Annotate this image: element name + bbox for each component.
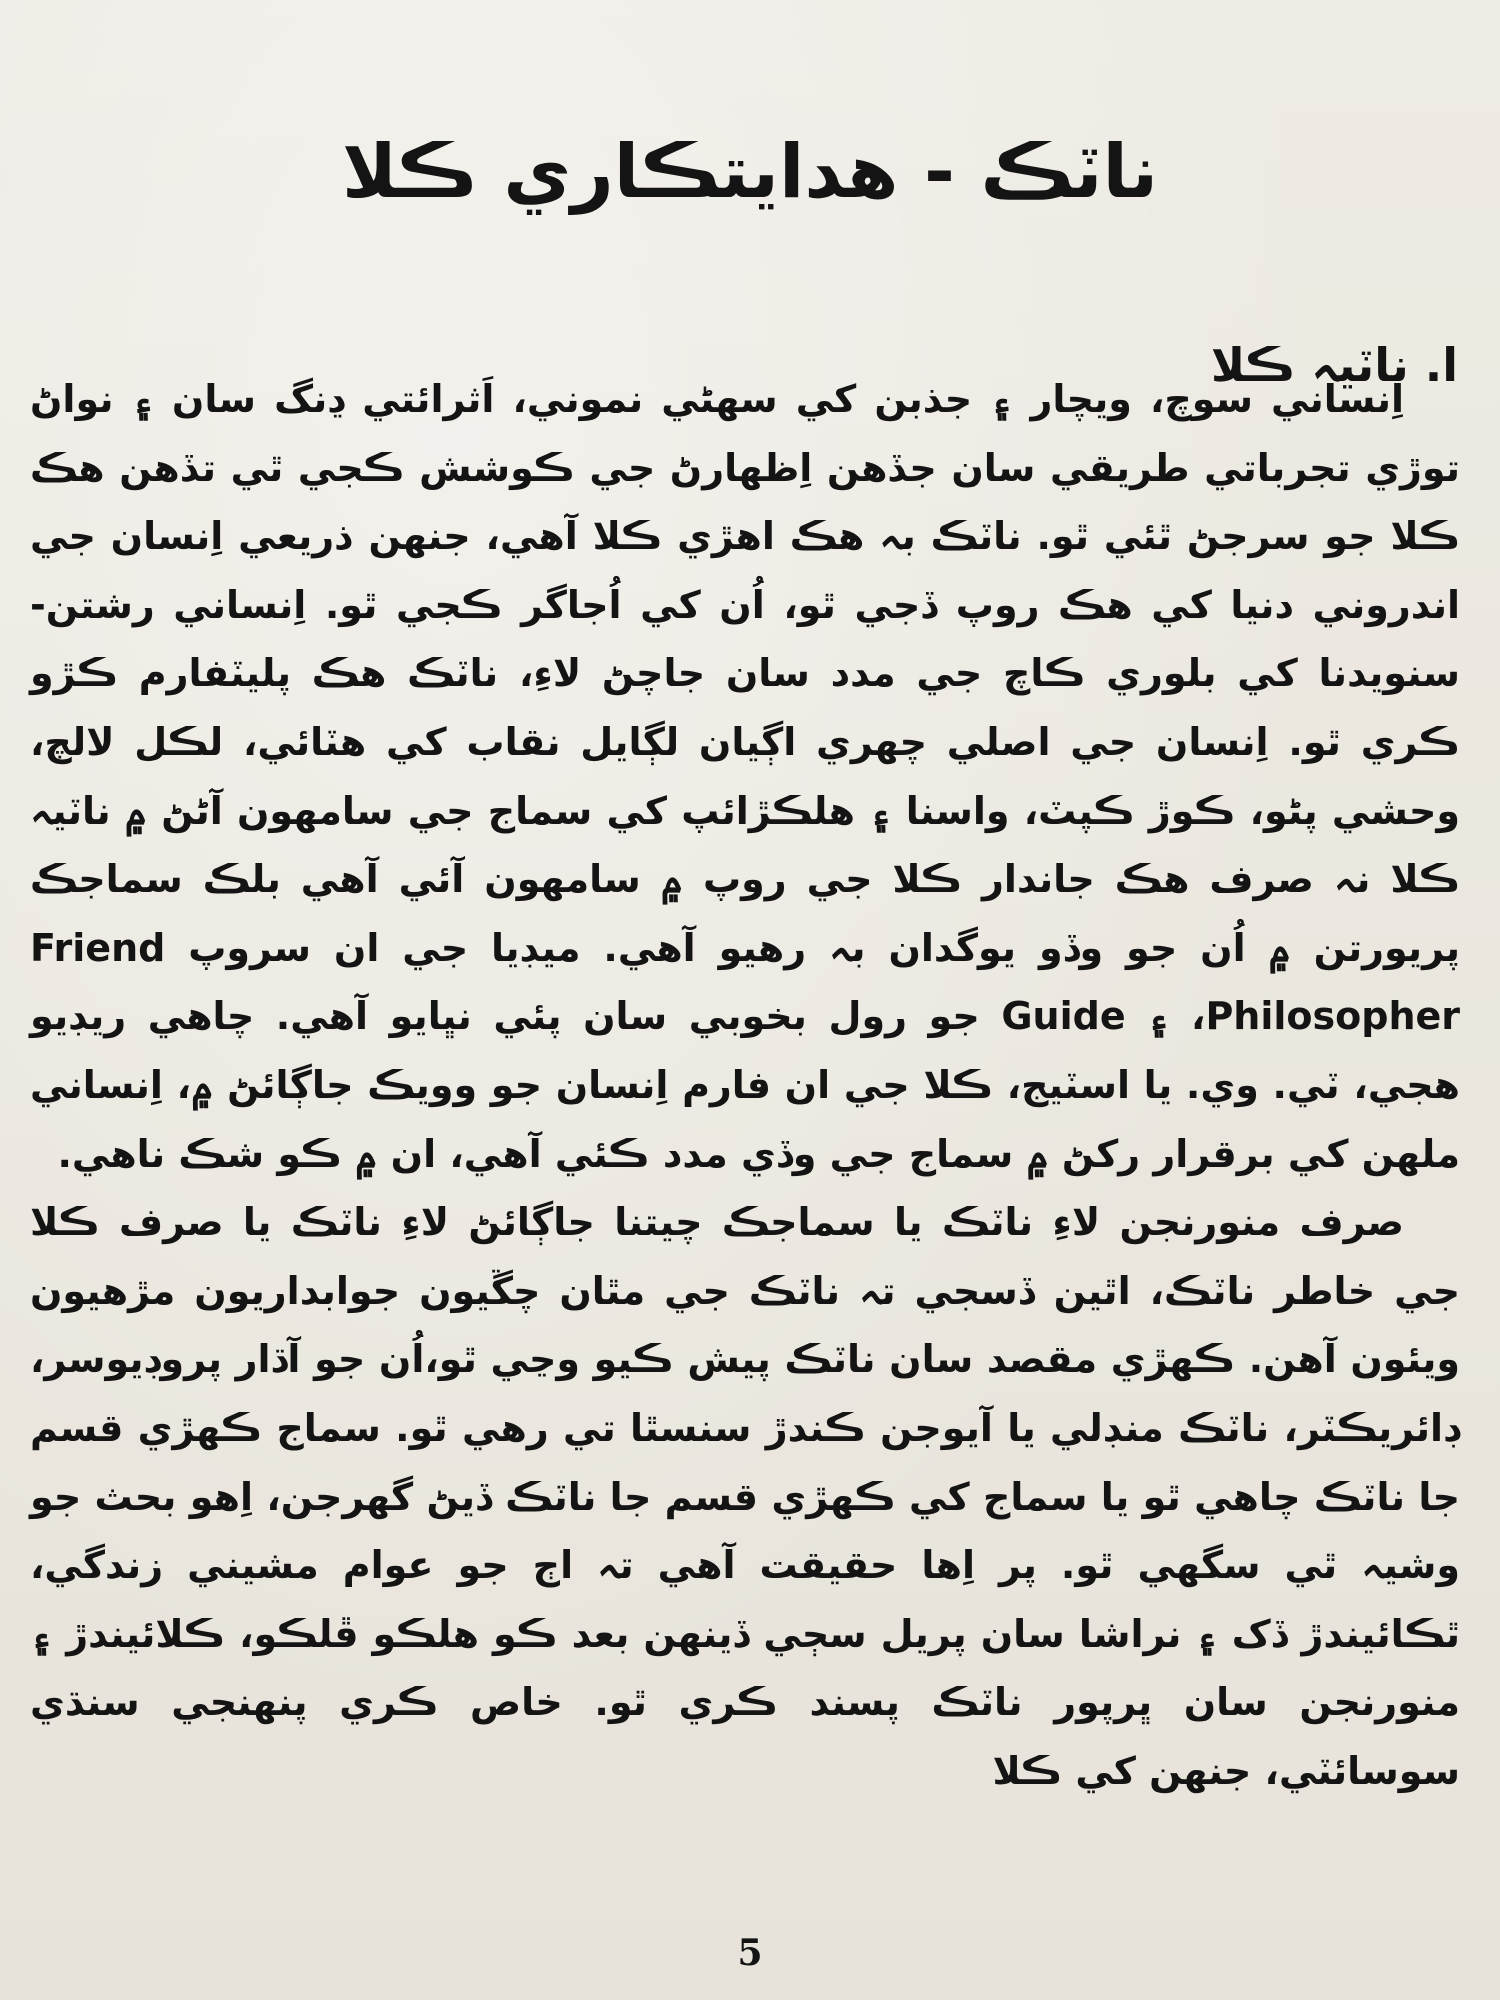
paragraph: صرف منورنجن لاءِ ناٽڪ يا سماجڪ چيتنا جاڳائڻ لاءِ ناٽڪ يا صرف ڪلا جي خاطر ناٽڪ، اٿين ڏسجي تہ ناٽڪ جي مٿان چڱيون جوابداريون مڙهيون ويئون آهن. ڪهڙي مقصد سان ناٽڪ پيش ڪيو وڃي ٿو،اُن جو آڌار پروڊيوسر، ڊائريڪٽر، ناٽڪ منڊلي يا آيوجن ڪندڙ سنسٿا تي رهي ٿو. سماج ڪهڙي قسم جا ناٽڪ چاهي ٿو يا سماج کي ڪهڙي قسم جا ناٽڪ ڏيڻ گهرجن، اِهو بحث جو وشيہ ٿي سگهي ٿو. پر اِها حقيقت آهي تہ اڄ جو عوام مشيني زندگي، ٿڪائيندڙ ڏک ۽ نراشا سان پريل سڄي ڏينهن بعد ڪو هلڪو ڦلڪو، ڪلائيندڙ ۽ منورنجن سان ڀرپور ناٽڪ پسند ڪري ٿو. خاص ڪري پنهنجي سنڌي سوسائٽي، جنهن کي ڪلا	[30, 1200, 1460, 1793]
section-heading: ا. ناٽيہ ڪلا	[1210, 338, 1458, 393]
body-text	[30, 365, 1460, 1805]
page-number: 5	[737, 1932, 763, 1974]
paragraph: اِنساني سوچ، ويچار ۽ جذبن کي سهڻي نموني، اَثرائتي ڍنگ سان ۽ نواڻ توڙي تجرباتي طريقي سان جڏهن اِظهارڻ جي ڪوشش ڪجي ٿي تڏهن هڪ ڪلا جو سرجڻ ٿئي ٿو. ناٽڪ بہ هڪ اهڙي ڪلا آهي، جنهن ذريعي اِنسان جي اندروني دنيا کي هڪ روپ ڏجي ٿو، اُن کي اُجاگر ڪجي ٿو. اِنساني رشتن-سنويدنا کي بلوري ڪاچ جي مدد سان جاچڻ لاءِ، ناٽڪ هڪ پليٽفارم ڪڙو ڪري ٿو. اِنسان جي اصلي چهري اڳيان لڳايل نقاب کي هٽائي، لڪل لالچ، وحشي پڻو، ڪوڙ ڪپٽ، واسنا ۽ هلڪڙائپ کي سماج جي سامهون آڻڻ ۾ ناٽيہ ڪلا نہ صرف هڪ جاندار ڪلا جي روپ ۾ سامهون آئي آهي بلڪ سماجڪ پريورتن ۾ اُن جو وڏو يوگدان بہ رهيو آهي. ميڊيا جي ان سروپ Friend ،Philosopher ۽ Guide جو رول بخوبي سان پئي نڀايو آهي. چاهي ريڊيو هجي، ٽي. وي. يا اسٽيج، ڪلا جي ان فارم اِنسان جو وويڪ جاڳائڻ ۾، اِنساني ملهن کي برقرار رکڻ ۾ سماج جي وڏي مدد ڪئي آهي، ان ۾ ڪو شڪ ناهي.	[30, 377, 1461, 1176]
page-title: ناٽڪ - هدايتڪاري ڪلا	[341, 128, 1159, 215]
